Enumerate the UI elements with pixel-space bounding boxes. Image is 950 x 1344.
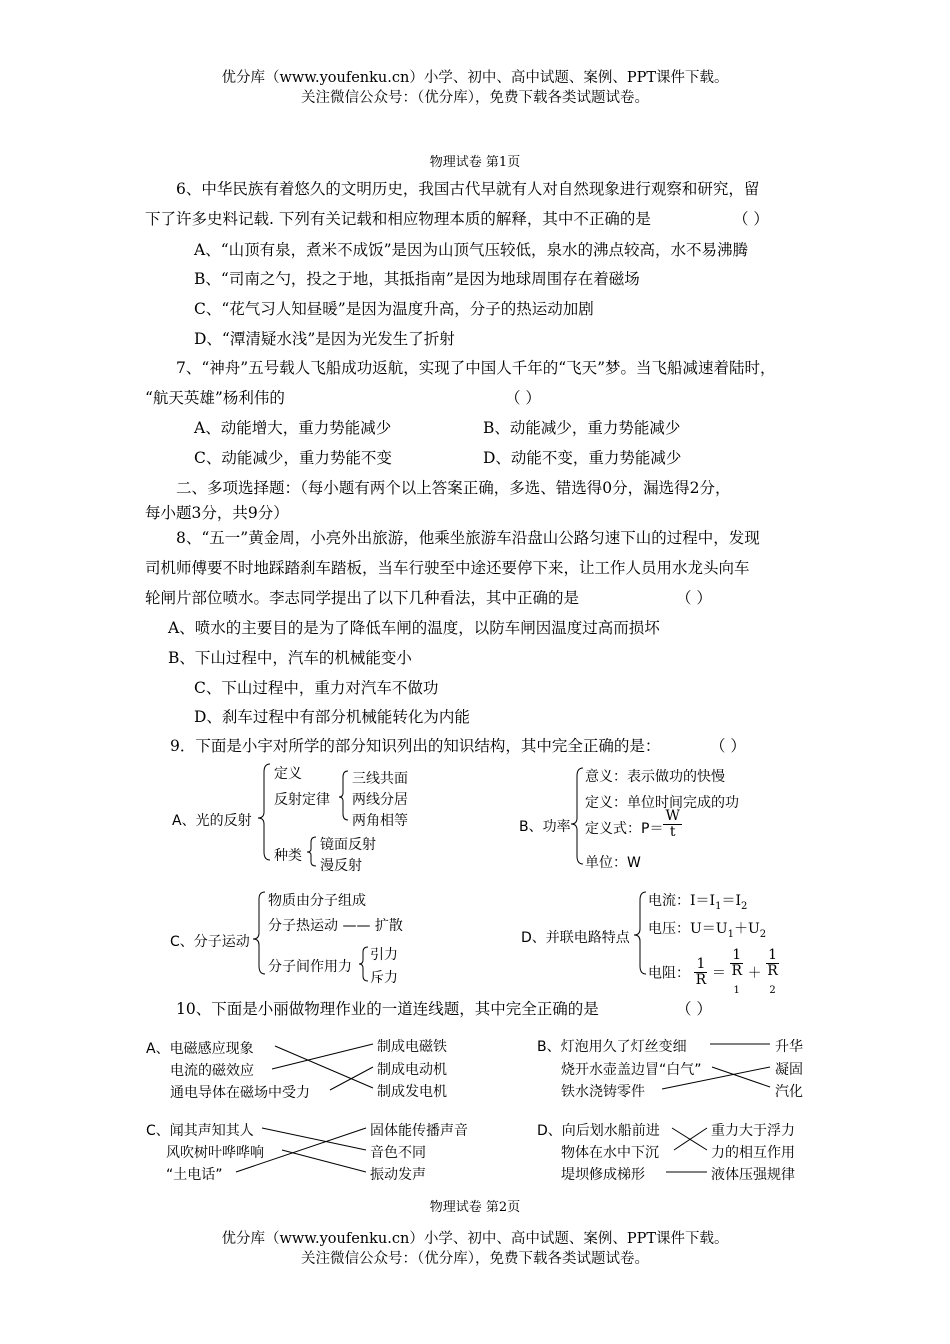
- q6-option-d: D、“潭清疑水浅”是因为光发生了折射: [194, 330, 455, 348]
- q8-option-c: C、下山过程中，重力对汽车不做功: [194, 679, 439, 697]
- q9d-res-eq: ＝: [711, 965, 726, 982]
- page-label-1: 物理试卷 第1页: [429, 155, 521, 170]
- q10c-right-2: 音色不同: [370, 1145, 426, 1161]
- q9a-law-1: 三线共面: [352, 771, 408, 787]
- q10b-right-3: 汽化: [775, 1084, 803, 1100]
- q10a-right-2: 制成电动机: [377, 1062, 447, 1078]
- q9b-meaning: 意义：表示做功的快慢: [585, 769, 725, 785]
- q9a-kind-1: 镜面反射: [320, 837, 376, 853]
- q9c-force-1: 引力: [370, 947, 398, 963]
- q10-stem: 10、下面是小丽做物理作业的一道连线题，其中完全正确的是: [176, 1000, 599, 1018]
- q7-option-c: C、动能减少，重力势能不变: [194, 449, 392, 467]
- header-line-1: 优分库（www.youfenku.cn）小学、初中、高中试题、案例、PPT课件下载。: [221, 70, 729, 86]
- q10a-left-1: A、电磁感应现象: [146, 1041, 254, 1057]
- q9d-frac-r1-num: 1: [732, 947, 742, 963]
- q8-stem-line-1: 8、“五一”黄金周，小亮外出旅游，他乘坐旅游车沿盘山公路匀速下山的过程中，发现: [176, 529, 760, 547]
- q9c-item-2: 分子热运动 —— 扩散: [268, 918, 403, 934]
- section2-line-2: 每小题3分，共9分）: [145, 504, 289, 522]
- q10a-right-3: 制成发电机: [377, 1084, 447, 1100]
- q9a-law-2: 两线分居: [352, 792, 408, 808]
- q9b-unit: 单位：W: [585, 855, 641, 871]
- q9d-current-sub-1: 1: [715, 900, 722, 912]
- q9a-law-3: 两角相等: [352, 813, 408, 829]
- q7-option-a: A、动能增大，重力势能减少: [194, 419, 392, 437]
- q9d-root: D、并联电路特点: [521, 930, 630, 946]
- q9d-resistance-label: 电阻：: [648, 965, 690, 982]
- q9d-frac-r2-num: 1: [768, 947, 778, 963]
- q9-answer-paren: （ ）: [710, 737, 746, 755]
- q6-option-b: B、“司南之勺，投之于地，其抵指南”是因为地球周围存在着磁场: [194, 270, 640, 288]
- q9d-current-eq-sign: ＝: [721, 893, 736, 909]
- q9c-item-3: 分子间作用力: [268, 959, 352, 975]
- q9d-r1-letter: R: [731, 962, 743, 979]
- footer-line-2: 关注微信公众号：（优分库），免费下载各类试题试卷。: [301, 1251, 649, 1267]
- q9d-voltage-eq-text: U＝U: [690, 921, 728, 937]
- q10c-left-1: C、闻其声知其人: [146, 1123, 254, 1139]
- q10b-left-1: B、灯泡用久了灯丝变细: [537, 1039, 687, 1055]
- q10c-right-1: 固体能传播声音: [370, 1123, 468, 1139]
- q10b-right-1: 升华: [775, 1039, 803, 1055]
- q10d-left-3: 堤坝修成梯形: [561, 1167, 645, 1183]
- q9b-root: B、功率: [519, 819, 571, 835]
- q10-answer-paren: （ ）: [676, 1000, 712, 1018]
- q7-stem-line-1: 7、“神舟”五号载人飞船成功返航，实现了中国人千年的“飞天”梦。当飞船减速着陆时，: [176, 359, 776, 377]
- q10d-right-1: 重力大于浮力: [711, 1123, 795, 1139]
- q10b-left-2: 烧开水壶盖边冒“白气”: [561, 1062, 702, 1078]
- q9d-frac-total-den: R: [695, 971, 707, 988]
- q8-option-d: D、刹车过程中有部分机械能转化为内能: [194, 708, 470, 726]
- q9d-r2-letter: R: [767, 962, 778, 979]
- q10c-left-2: 风吹树叶哗哗响: [166, 1145, 264, 1161]
- q9c-root: C、分子运动: [170, 934, 250, 950]
- footer-line-1: 优分库（www.youfenku.cn）小学、初中、高中试题、案例、PPT课件下载。: [221, 1231, 729, 1247]
- q10d-right-3: 液体压强规律: [711, 1167, 795, 1183]
- q6-stem-line-2: 下了许多史料记载. 下列有关记载和相应物理本质的解释，其中不正确的是: [145, 210, 651, 228]
- q9d-voltage-sub-2: 2: [759, 928, 767, 940]
- q6-option-c: C、“花气习人知昼暖”是因为温度升高，分子的热运动加剧: [194, 300, 594, 318]
- q7-option-b: B、动能减少，重力势能减少: [483, 419, 681, 437]
- q8-stem-line-3: 轮闸片部位喷水。李志同学提出了以下几种看法，其中正确的是: [145, 589, 580, 607]
- q8-option-b: B、下山过程中，汽车的机械能变小: [168, 649, 412, 667]
- page-label-2: 物理试卷 第2页: [429, 1200, 521, 1215]
- q9a-kind-2: 漫反射: [320, 858, 362, 874]
- q9b-definition: 定义：单位时间完成的功: [585, 795, 739, 811]
- q9d-current-sub-2: 2: [740, 900, 748, 912]
- q9-stem: 9．下面是小宇对所学的部分知识列出的知识结构，其中完全正确的是：: [170, 737, 661, 755]
- q9d-r1-sub: 1: [733, 985, 740, 997]
- q6-answer-paren: （ ）: [733, 210, 769, 228]
- q9c-force-2: 斥力: [370, 970, 398, 986]
- q9d-r2-sub: 2: [769, 985, 776, 997]
- q9d-current-eq: $I=I_1=I_2$: [690, 893, 748, 912]
- q9a-reflection-law: 反射定律: [274, 792, 330, 808]
- q6-stem-line-1: 6、中华民族有着悠久的文明历史，我国古代早就有人对自然现象进行观察和研究，留: [176, 180, 760, 198]
- q7-stem-line-2: “航天英雄”杨利伟的: [145, 389, 285, 407]
- q9b-formula-label: 定义式：P＝: [585, 821, 664, 837]
- q8-option-a: A、喷水的主要目的是为了降低车闸的温度，以防车闸因温度过高而损坏: [168, 619, 660, 637]
- q10a-left-3: 通电导体在磁场中受力: [170, 1085, 310, 1101]
- q9a-root: A、光的反射: [172, 813, 252, 829]
- q9b-fraction-den: t: [669, 823, 676, 840]
- q9d-voltage-label: 电压：: [648, 921, 690, 937]
- q10b-right-2: 凝固: [775, 1062, 803, 1078]
- q9d-frac-total-num: 1: [696, 956, 706, 973]
- q10c-left-3: “土电话”: [166, 1167, 223, 1183]
- q10a-left-2: 电流的磁效应: [170, 1063, 254, 1079]
- q7-option-d: D、动能不变，重力势能减少: [483, 449, 682, 467]
- header-line-2: 关注微信公众号：（优分库），免费下载各类试题试卷。: [301, 90, 649, 106]
- q9c-item-1: 物质由分子组成: [268, 893, 366, 909]
- q10a-right-1: 制成电磁铁: [377, 1039, 447, 1055]
- section2-line-1: 二、多项选择题：（每小题有两个以上答案正确，多选、错选得0分，漏选得2分，: [176, 479, 731, 497]
- q6-option-a: A、“山顶有泉，煮米不成饭”是因为山顶气压较低，泉水的沸点较高，水不易沸腾: [194, 241, 749, 259]
- q10d-left-2: 物体在水中下沉: [561, 1145, 659, 1161]
- q9d-voltage-plus: ＋: [733, 921, 748, 937]
- q10d-left-1: D、向后划水船前进: [537, 1123, 660, 1139]
- q7-answer-paren: （ ）: [505, 389, 541, 407]
- q9d-current-label: 电流：: [648, 893, 690, 909]
- q10d-right-2: 力的相互作用: [711, 1145, 795, 1161]
- q9d-res-plus: ＋: [747, 965, 762, 982]
- q10b-left-3: 铁水浇铸零件: [561, 1084, 645, 1100]
- q9b-fraction-num: W: [665, 807, 680, 824]
- q9d-voltage-eq: $U=U_1+U_2$: [690, 921, 767, 940]
- q8-stem-line-2: 司机师傅要不时地踩踏刹车踏板，当车行驶至中途还要停下来，让工作人员用水龙头向车: [145, 559, 750, 577]
- q9d-current-eq-text: I＝I: [690, 893, 716, 909]
- q9a-definition: 定义: [274, 766, 302, 782]
- q9d-voltage-sub-1: 1: [727, 928, 734, 940]
- q10c-right-3: 振动发声: [370, 1167, 426, 1183]
- q9a-kinds: 种类: [274, 848, 302, 864]
- q8-answer-paren: （ ）: [676, 589, 712, 607]
